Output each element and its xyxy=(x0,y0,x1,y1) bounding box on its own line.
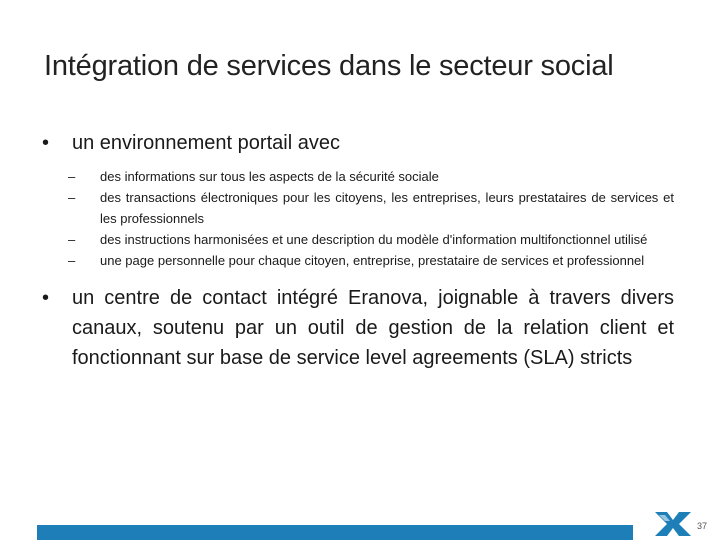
sub-bullet-list xyxy=(40,166,674,271)
sub-bullet-item xyxy=(68,250,674,271)
page-number: 37 xyxy=(697,521,708,531)
slide-title: Intégration de services dans le secteur social xyxy=(44,50,614,82)
bullet-dot-icon: • xyxy=(42,287,50,309)
sub-bullet-text: des instructions harmonisées et une description du modèle d'information multifonctionnel utilisé xyxy=(100,232,648,247)
dash-icon: – xyxy=(68,169,76,184)
sub-bullet-text: une page personnelle pour chaque citoyen, entreprise, prestataire de services et professionnel xyxy=(100,253,645,268)
dash-icon: – xyxy=(68,232,76,247)
sub-bullet-item xyxy=(68,187,674,229)
bullet-item-2 xyxy=(40,283,674,373)
bullet-text: un centre de contact intégré Eranova, joignable à travers divers canaux, soutenu par un outil de gestion de la relation client et fonctionnant sur base de service level agreements (SLA) stricts xyxy=(72,287,674,369)
footer-accent-bar xyxy=(37,525,633,540)
sub-bullet-text: des transactions électroniques pour les citoyens, les entreprises, leurs prestataires de services et les professionnels xyxy=(100,190,674,226)
sub-bullet-item xyxy=(68,166,674,187)
bullet-dot-icon: • xyxy=(42,132,50,154)
bullet-text: un environnement portail avec xyxy=(72,132,340,154)
dash-icon: – xyxy=(68,190,76,205)
slide-content xyxy=(40,128,674,373)
sub-bullet-item xyxy=(68,229,674,250)
sub-bullet-text: des informations sur tous les aspects de la sécurité sociale xyxy=(100,169,439,184)
cross-logo-icon xyxy=(653,508,693,540)
dash-icon: – xyxy=(68,253,76,268)
bullet-item-1 xyxy=(40,128,674,158)
